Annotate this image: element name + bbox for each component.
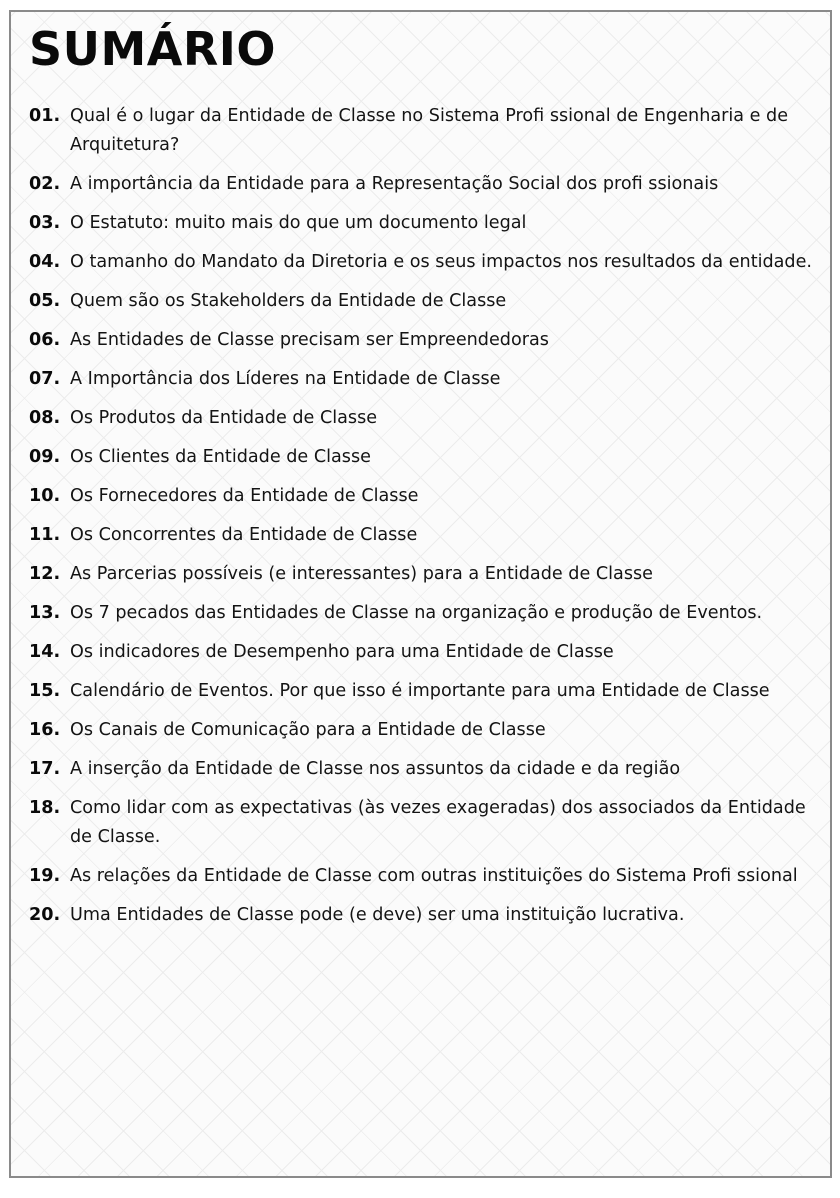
toc-item-text: Os Clientes da Entidade de Classe [70,447,371,467]
toc-item [29,521,819,550]
toc-item-number: 06. [29,330,61,350]
toc-item-text: As relações da Entidade de Classe com outras instituições do Sistema Profi ssional [70,866,798,886]
toc-item [29,482,819,511]
toc-item-text: Como lidar com as expectativas (às vezes exageradas) dos associados da Entidade de Classe. [70,798,806,847]
toc-item-number: 18. [29,798,61,818]
toc-item-text: A Importância dos Líderes na Entidade de Classe [70,369,501,389]
toc-item-text: Os indicadores de Desempenho para uma Entidade de Classe [70,642,614,662]
toc-item-number: 13. [29,603,61,623]
toc-item-text: Quem são os Stakeholders da Entidade de Classe [70,291,507,311]
toc-item-number: 02. [29,174,61,194]
toc-item-text: Uma Entidades de Classe pode (e deve) ser uma instituição lucrativa. [70,905,685,925]
toc-item [29,755,819,784]
toc-item [29,599,819,628]
toc-item-text: Os Concorrentes da Entidade de Classe [70,525,418,545]
toc-item [29,248,819,277]
toc-item [29,638,819,667]
toc-item [29,443,819,472]
toc-item [29,287,819,316]
toc-item [29,901,819,930]
toc-item-number: 04. [29,252,61,272]
toc-item [29,326,819,355]
toc-item-number: 20. [29,905,61,925]
toc-item-text: As Parcerias possíveis (e interessantes) para a Entidade de Classe [70,564,653,584]
toc-item [29,209,819,238]
toc-item-text: A inserção da Entidade de Classe nos assuntos da cidade e da região [70,759,681,779]
toc-item-text: A importância da Entidade para a Representação Social dos profi ssionais [70,174,719,194]
toc-item-number: 15. [29,681,61,701]
toc-item-number: 14. [29,642,61,662]
toc-item-number: 09. [29,447,61,467]
toc-item-number: 11. [29,525,61,545]
toc-item-number: 08. [29,408,61,428]
toc-item [29,365,819,394]
toc-item-number: 05. [29,291,61,311]
toc-item-number: 16. [29,720,61,740]
toc-item-number: 10. [29,486,61,506]
toc-item-text: O Estatuto: muito mais do que um documento legal [70,213,527,233]
toc-item-text: Calendário de Eventos. Por que isso é importante para uma Entidade de Classe [70,681,770,701]
toc-item [29,716,819,745]
toc-item-number: 01. [29,106,61,126]
toc-item-text: As Entidades de Classe precisam ser Empreendedoras [70,330,549,350]
table-of-contents [29,102,819,940]
toc-item [29,170,819,199]
toc-item-text: Os 7 pecados das Entidades de Classe na organização e produção de Eventos. [70,603,763,623]
toc-item [29,560,819,589]
page-title: SUMÁRIO [29,22,276,76]
toc-item-number: 07. [29,369,61,389]
document-page [9,10,832,1178]
toc-item-number: 03. [29,213,61,233]
toc-item-text: Os Produtos da Entidade de Classe [70,408,378,428]
toc-item [29,794,819,852]
toc-item-number: 17. [29,759,61,779]
toc-item [29,404,819,433]
toc-item-number: 12. [29,564,61,584]
toc-item-number: 19. [29,866,61,886]
toc-item-text: Os Canais de Comunicação para a Entidade de Classe [70,720,546,740]
toc-item [29,862,819,891]
toc-item-text: Os Fornecedores da Entidade de Classe [70,486,419,506]
toc-item-text: Qual é o lugar da Entidade de Classe no Sistema Profi ssional de Engenharia e de Arquitetura? [70,106,789,155]
toc-item [29,102,819,160]
toc-item [29,677,819,706]
toc-item-text: O tamanho do Mandato da Diretoria e os seus impactos nos resultados da entidade. [70,252,813,272]
